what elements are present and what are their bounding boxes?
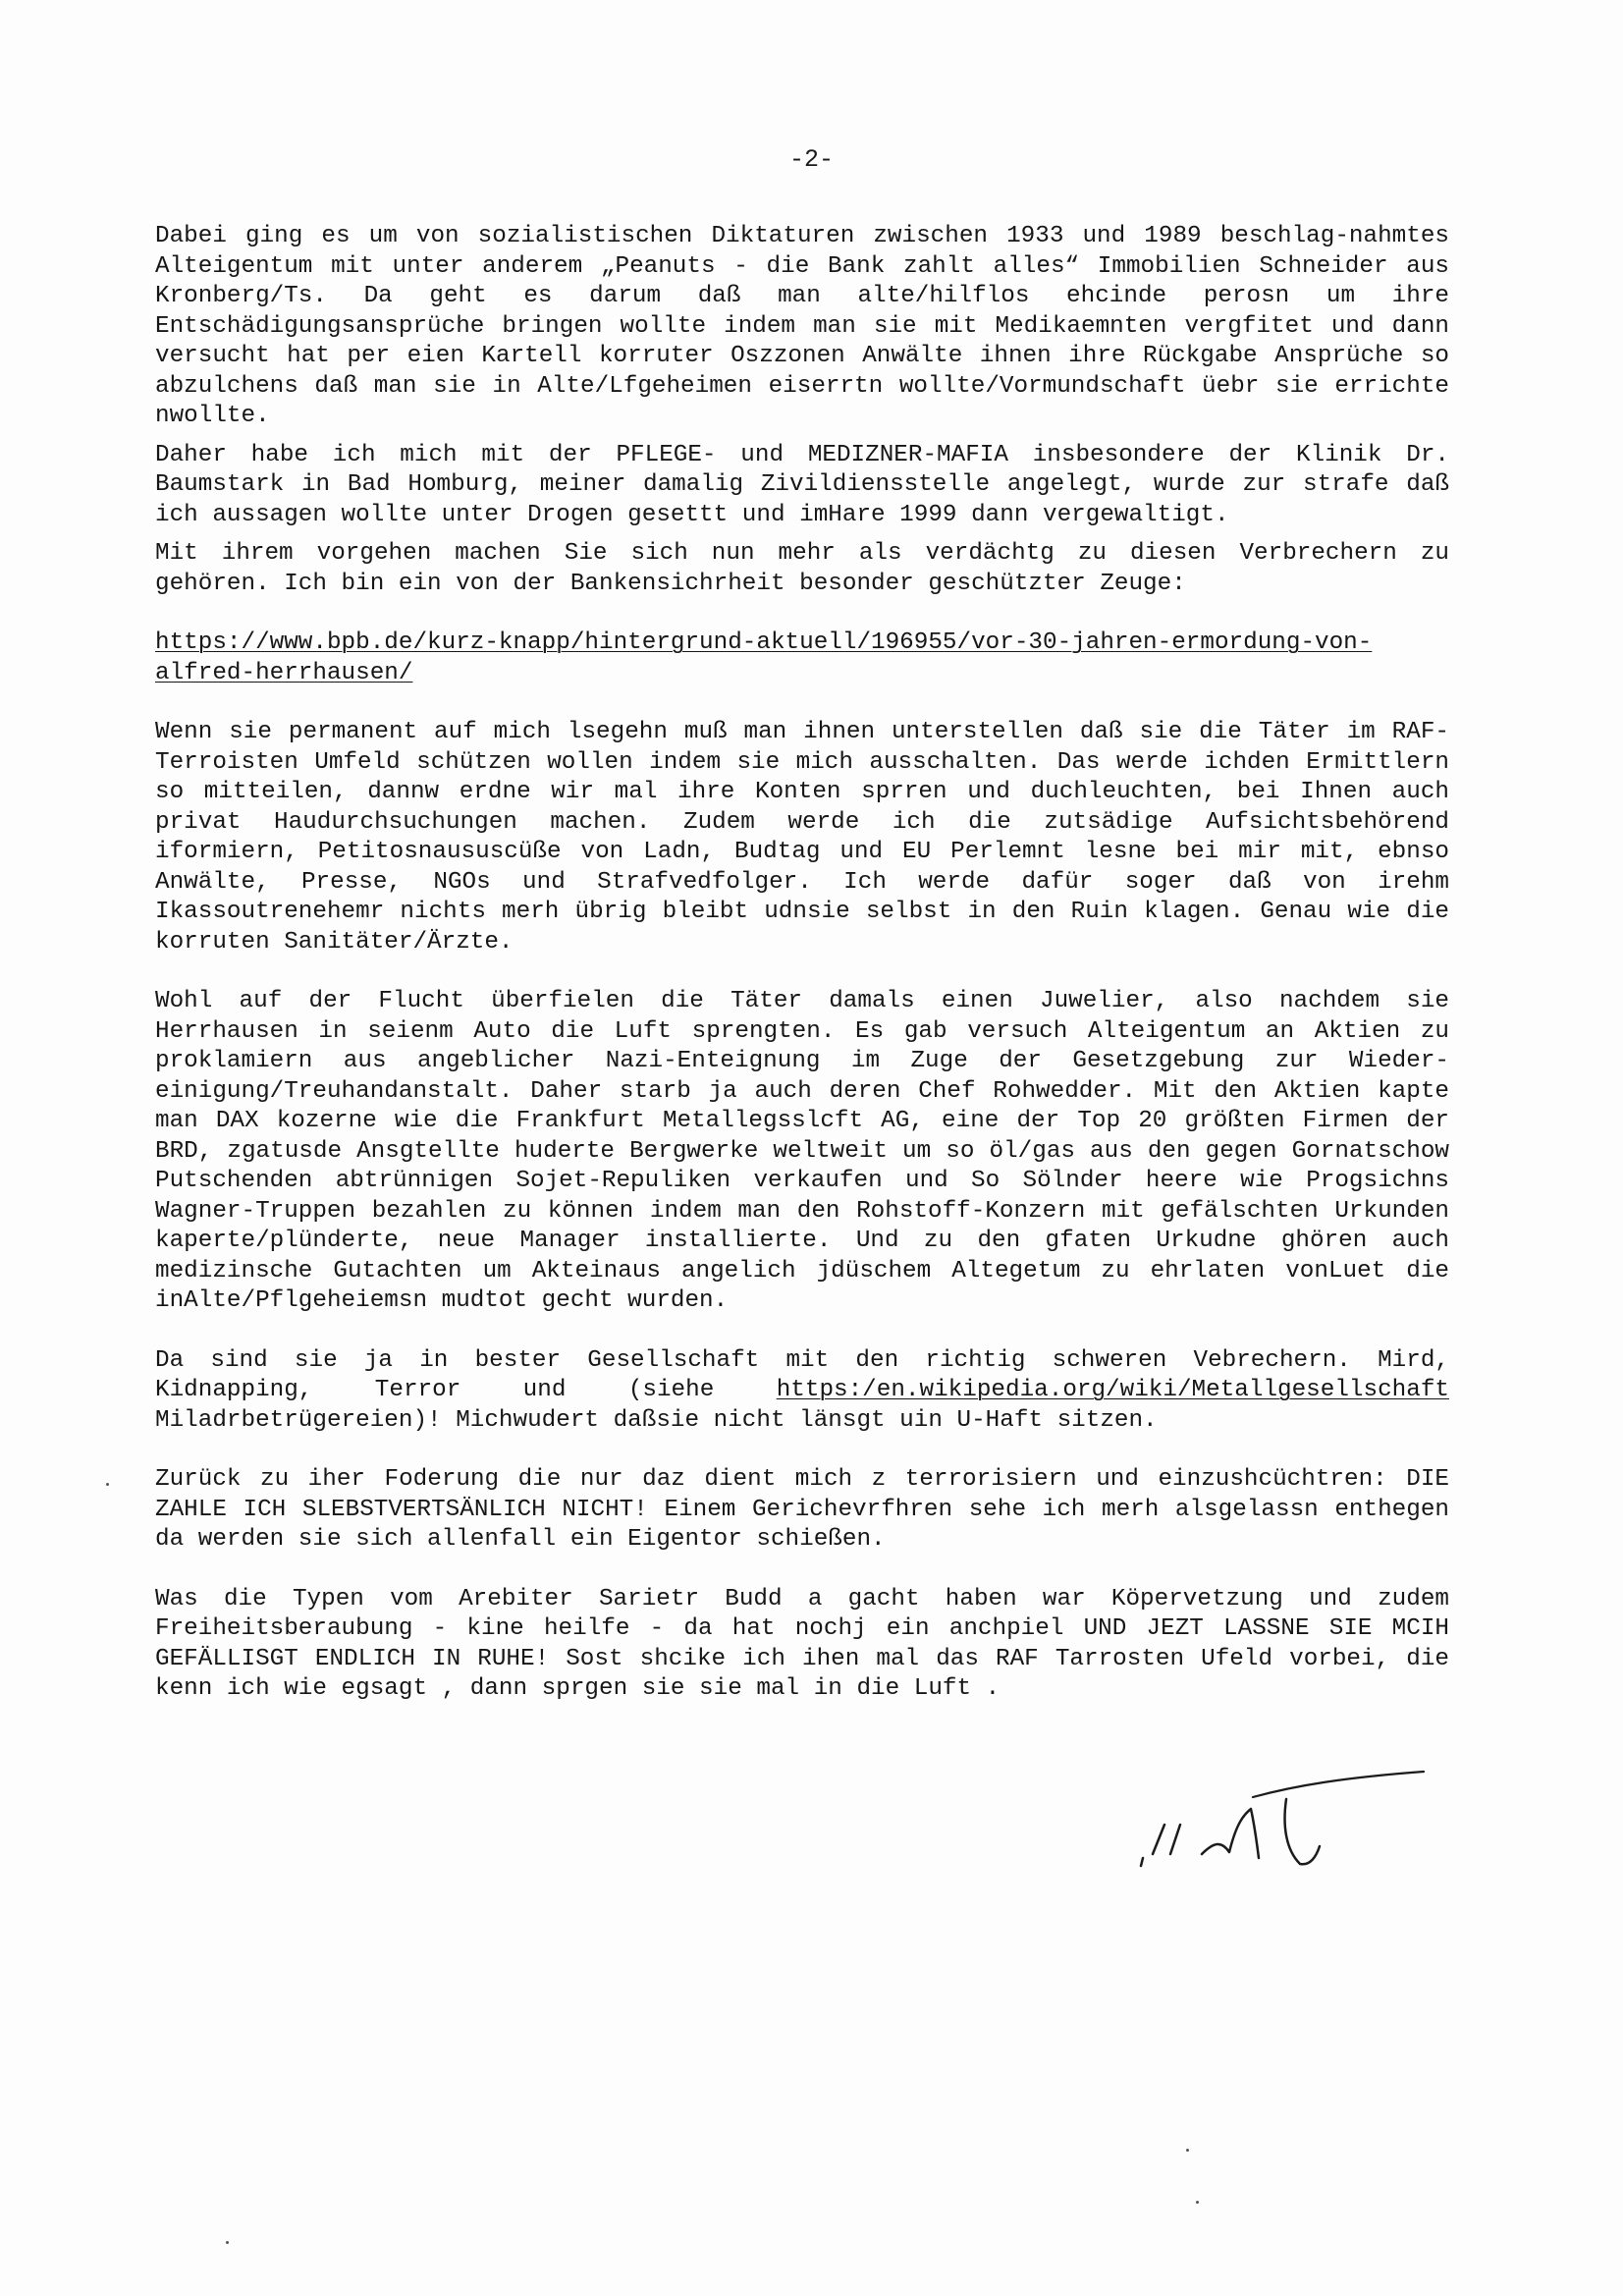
paragraph-8: Was die Typen vom Arebiter Sarietr Budd a gacht haben war Köpervetzung und zudem Freiheitsberaubung - kine heilfe - da hat nochj ein anchpiel UND JEZT LASSNE SIE MCIH GEFÄLLISGT ENDLICH IN RUHE! Sost shcike ich ihen mal das RAF Tarrosten Ufeld vorbei, die kenn ich wie egsagt , dann sprgen sie sie mal in die Luft .	[155, 1585, 1449, 1702]
paragraph-4: Wenn sie permanent auf mich lsegehn muß man ihnen unterstellen daß sie die Täter im RAF-Terroisten Umfeld schützen wollen indem sie mich ausschalten. Das werde ichden Ermittlern so mitteilen, dannw erdne wir mal ihre Konten sprren und duchleuchten, bei Ihnen auch privat Haudurchsuchungen machen. Zudem werde ich die zutsädige Aufsichtsbehörend iformiern, Petitosnaususcüße von Ladn, Budtag und EU Perlemnt lesne bei mir mit, ebnso Anwälte, Presse, NGOs und Strafvedfolger. Ich werde dafür soger daß von irehm Ikassoutrenehemr nichts merh übrig bleibt udnsie selbst in den Ruin klagen. Genau wie die korruten Sanitäter/Ärzte.	[155, 719, 1449, 956]
paragraph-6-before: Da sind sie ja in bester Gesellschaft mit den richtig schweren Vebrechern. Mird, Kidnapping, Terror und (siehe	[155, 1346, 1449, 1403]
letter-body	[155, 222, 1449, 1705]
paragraph-5: Wohl auf der Flucht überfielen die Täter damals einen Juwelier, also nachdem sie Herrhausen in seienm Auto die Luft sprengten. Es gab versuch Alteigentum an Aktien zu proklamiern aus angeblicher Nazi-Enteignung im Zuge der Gesetzgebung zur Wieder-einigung/Treuhandanstalt. Daher starb ja auch deren Chef Rohwedder. Mit den Aktien kapte man DAX kozerne wie die Frankfurt Metallegsslcft AG, eine der Top 20 größten Firmen der BRD, zgatusde Ansgtellte huderte Bergwerke weltweit um so öl/gas aus den gegen Gornatschow Putschenden abtrünnigen Sojet-Repuliken verkaufen und So Sölnder heere wie Progsichns Wagner-Truppen bezahlen zu können indem man den Rohstoff-Konzern mit gefälschten Urkunden kaperte/plünderte, neue Manager installierte. Und zu den gfaten Urkudne ghören auch medizinsche Gutachten um Akteinaus angelich jdüschem Altegetum zu ehrlaten vonLuet die inAlte/Pflgeheiemsn mudtot gecht wurden.	[155, 988, 1449, 1314]
scan-speck	[1196, 2201, 1199, 2204]
herrhausen-link[interactable]: https://www.bpb.de/kurz-knapp/hintergrund-aktuell/196955/vor-30-jahren-ermordung-von-alfred-herrhausen/	[155, 629, 1373, 686]
wikipedia-link[interactable]: https:/en.wikipedia.org/wiki/Metallgesellschaft	[776, 1377, 1449, 1403]
paragraph-3: Mit ihrem vorgehen machen Sie sich nun mehr als verdächtg zu diesen Verbrechern zu gehören. Ich bin ein von der Bankensichrheit besonder geschützter Zeuge:	[155, 540, 1449, 597]
scan-speck	[106, 1483, 109, 1486]
page-number: -2-	[788, 145, 834, 174]
link-paragraph	[155, 629, 1449, 688]
scan-speck	[226, 2241, 229, 2244]
paragraph-6-after: Miladrbetrügereien)! Michwudert daßsie nicht länsgt uin U-Haft sitzen.	[155, 1406, 1158, 1434]
paragraph-2: Daher habe ich mich mit der PFLEGE- und MEDIZNER-MAFIA insbesondere der Klinik Dr. Baumstark in Bad Homburg, meiner damalig Zivildiensstelle angelegt, wurde zur strafe daß ich aussagen wollte unter Drogen gesettt und imHare 1999 dann vergewaltigt.	[155, 441, 1449, 528]
paragraph-6	[155, 1346, 1449, 1437]
paragraph-1: Dabei ging es um von sozialistischen Diktaturen zwischen 1933 und 1989 beschlag-nahmtes Alteigentum mit unter anderem „Peanuts - die Bank zahlt alles“ Immobilien Schneider aus Kronberg/Ts. Da geht es darum daß man alte/hilflos ehcinde perosn um ihre Entschädigungsansprüche bringen wollte indem man sie mit Medikaemnten vergfitet und dann versucht hat per eien Kartell korruter Oszzonen Anwälte ihnen ihre Rückgabe Ansprüche so abzulchens daß man sie in Alte/Lfgeheimen eiserrtn wollte/Vormundschaft üebr sie errichte nwollte.	[155, 223, 1449, 429]
handwritten-signature	[1119, 1748, 1443, 1876]
paragraph-7: Zurück zu iher Foderung die nur daz dient mich z terrorisiern und einzushcüchtren: DIE ZAHLE ICH SLEBSTVERTSÄNLICH NICHT! Einem Gerichevrfhren sehe ich merh alsgelassn enthegen da werden sie sich allenfall ein Eigentor schießen.	[155, 1466, 1449, 1553]
scan-speck	[1186, 2149, 1189, 2152]
